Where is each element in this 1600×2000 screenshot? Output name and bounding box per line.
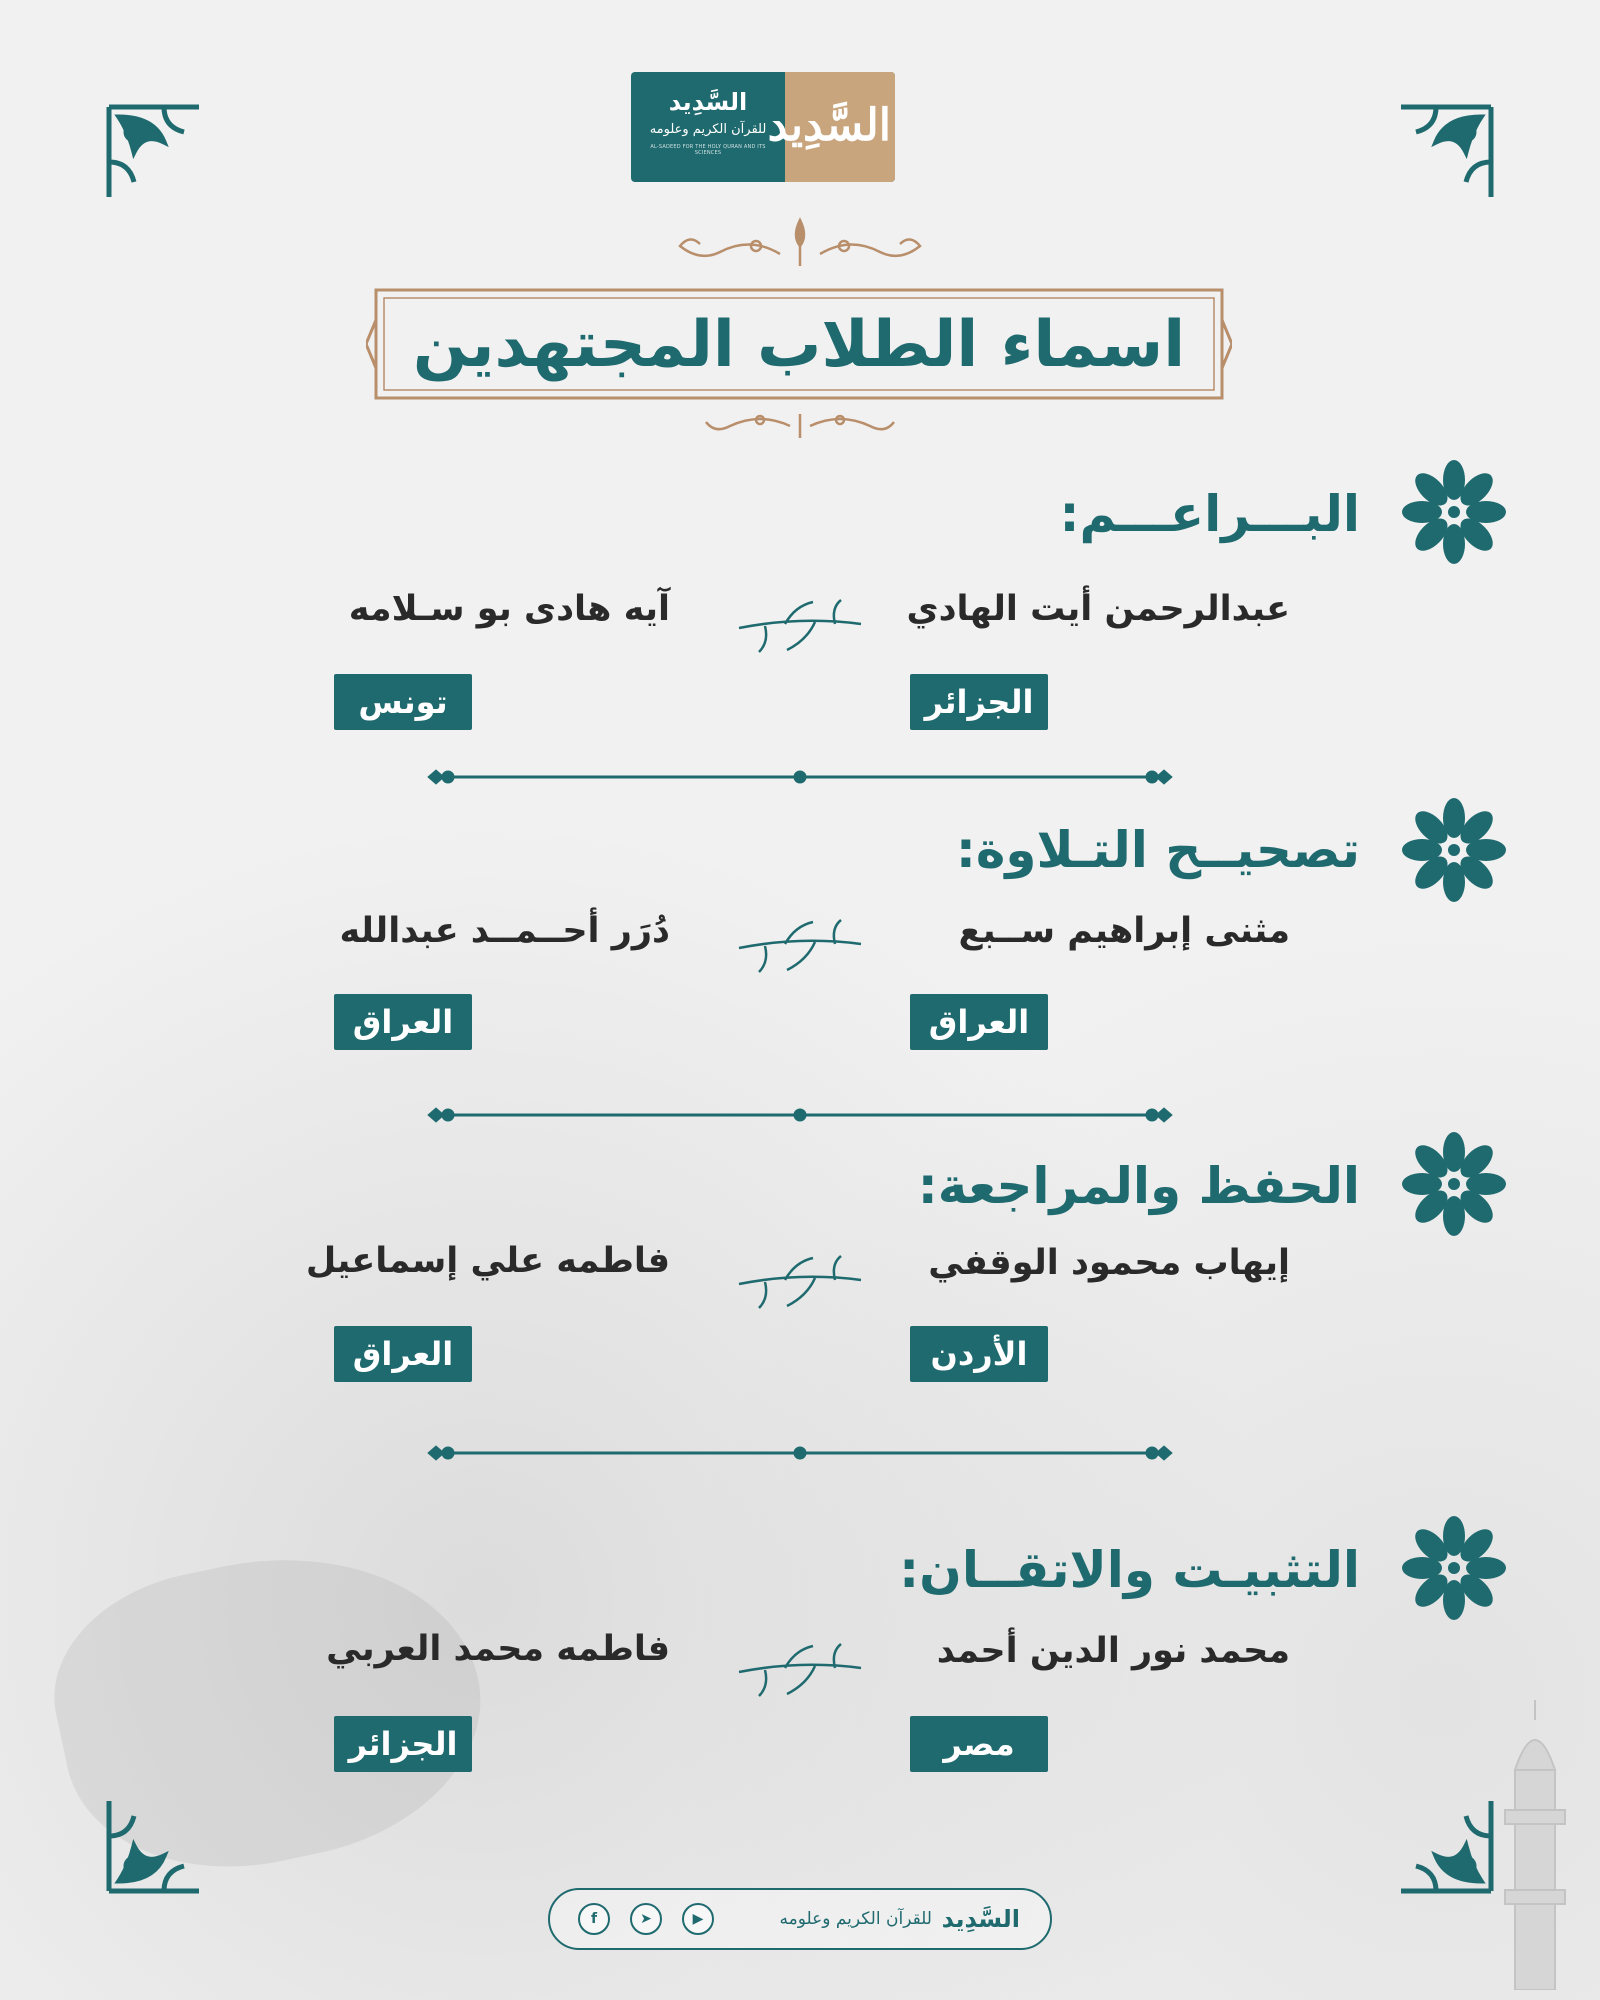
flower-icon bbox=[1400, 1514, 1508, 1622]
country-badge: العراق bbox=[334, 994, 472, 1050]
branch-divider-icon bbox=[735, 1250, 865, 1314]
footer-brand: السَّدِيد bbox=[941, 1905, 1020, 1933]
logo-name: السَّدِيد bbox=[668, 88, 748, 116]
section-separator bbox=[424, 1438, 1176, 1468]
country-badge: الأردن bbox=[910, 1326, 1048, 1382]
corner-ornament-icon bbox=[1396, 102, 1496, 202]
section-heading: البـــراعـــم: bbox=[1059, 485, 1360, 543]
flower-icon bbox=[1400, 458, 1508, 566]
facebook-icon[interactable]: f bbox=[578, 1903, 610, 1935]
student-name: مثنى إبراهيم ســبع bbox=[958, 911, 1290, 951]
footer-tagline: للقرآن الكريم وعلومه bbox=[779, 1909, 932, 1929]
logo bbox=[631, 72, 895, 182]
student-name: محمد نور الدين أحمد bbox=[936, 1631, 1290, 1671]
student-name: فاطمه محمد العربي bbox=[326, 1629, 670, 1669]
corner-ornament-icon bbox=[104, 1796, 204, 1896]
section-heading: الحفظ والمراجعة: bbox=[917, 1157, 1360, 1215]
student-name: آيه هادى بو سـلامه bbox=[348, 589, 670, 629]
logo-tagline: للقرآن الكريم وعلومه bbox=[649, 122, 767, 137]
country-badge: العراق bbox=[334, 1326, 472, 1382]
flower-icon bbox=[1400, 1130, 1508, 1238]
section-separator bbox=[424, 762, 1176, 792]
page-title: اسماء الطلاب المجتهدين bbox=[412, 308, 1186, 382]
branch-divider-icon bbox=[735, 914, 865, 978]
corner-ornament-icon bbox=[104, 102, 204, 202]
branch-divider-icon bbox=[735, 594, 865, 658]
telegram-icon[interactable]: ➤ bbox=[630, 1903, 662, 1935]
student-name: إيهاب محمود الوقفي bbox=[928, 1243, 1290, 1283]
youtube-icon[interactable]: ▶ bbox=[682, 1903, 714, 1935]
section-separator bbox=[424, 1100, 1176, 1130]
country-badge: الجزائر bbox=[910, 674, 1048, 730]
flower-icon bbox=[1400, 796, 1508, 904]
student-name: عبدالرحمن أيت الهادي bbox=[906, 589, 1290, 629]
student-name: دُرَر أحــمــد عبدالله bbox=[339, 911, 670, 951]
country-badge: العراق bbox=[910, 994, 1048, 1050]
logo-mark-text: السَّدِيد bbox=[767, 100, 891, 151]
section-heading: تصحيــح التـلاوة: bbox=[955, 821, 1360, 879]
top-flourish-icon bbox=[660, 216, 940, 272]
country-badge: الجزائر bbox=[334, 1716, 472, 1772]
student-name: فاطمه علي إسماعيل bbox=[305, 1241, 670, 1281]
footer-bar bbox=[548, 1888, 1052, 1950]
section-heading: التثبيـت والاتقــان: bbox=[899, 1541, 1360, 1599]
logo-english-tagline: AL-SADEED FOR THE HOLY QURAN AND ITS SCIENCES bbox=[650, 144, 766, 156]
country-badge: مصر bbox=[910, 1716, 1048, 1772]
bottom-flourish-icon bbox=[700, 408, 900, 444]
branch-divider-icon bbox=[735, 1638, 865, 1702]
corner-ornament-icon bbox=[1396, 1796, 1496, 1896]
minaret-image bbox=[1480, 1690, 1590, 1990]
country-badge: تونس bbox=[334, 674, 472, 730]
logo-mark bbox=[767, 72, 895, 182]
